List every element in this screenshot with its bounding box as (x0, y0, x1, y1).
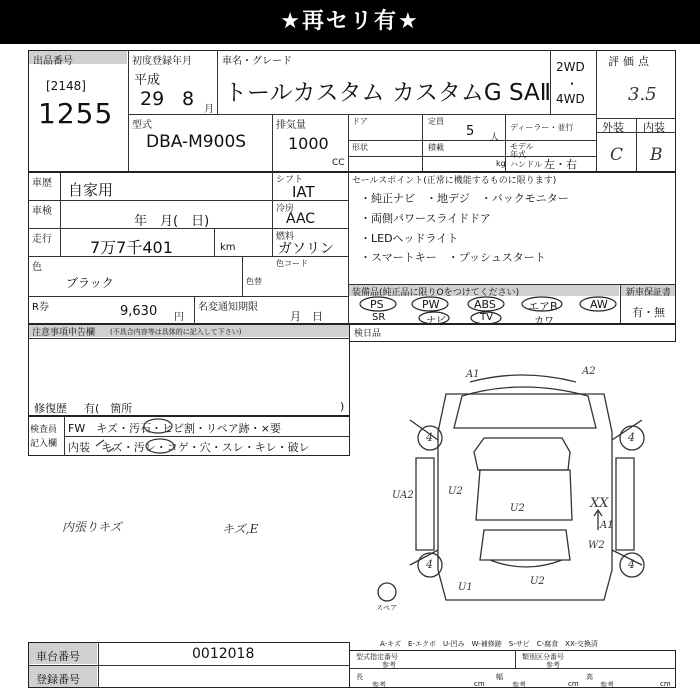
height-cm: cm (660, 680, 671, 688)
ac-value: AAC (286, 211, 316, 227)
r-ticket-unit: 円 (174, 312, 184, 323)
drive-dot: ・ (566, 77, 579, 91)
model-type-ref: 参考 (382, 661, 396, 669)
vehicle-damage-diagram (350, 360, 676, 610)
lot-number: 1255 (38, 97, 114, 130)
sales-label: セールスポイント(正常に機能するものに限ります) (352, 176, 557, 186)
shape-label: 形状 (352, 143, 368, 152)
length-ref: 参考 (372, 681, 386, 689)
shift-label: シフト (276, 175, 304, 185)
recycle-value: 月 日 (290, 310, 323, 323)
color-change-label: 色替 (246, 277, 262, 286)
class-label: 類別区分番号 (522, 653, 564, 661)
mark-a2-top: A2 (582, 366, 596, 377)
mark-tire-rl: 4 (426, 558, 433, 571)
kg-unit: kg (496, 159, 506, 168)
equip-navi: ナビ (426, 316, 446, 327)
inspector-marks (64, 416, 350, 456)
mark-tire-fr: 4 (628, 431, 635, 444)
r-ticket-value: 9,630 (120, 304, 158, 319)
history-label: 車歴 (32, 178, 52, 189)
sales-point-2: ・両側パワースライドドア (360, 212, 491, 225)
capacity-value: 5 (466, 124, 475, 139)
equip-pw: PW (422, 298, 440, 311)
grade-score: 3.5 (628, 84, 657, 105)
model-label: 車名・グレード (222, 56, 292, 67)
mark-u2-left: U2 (448, 486, 463, 497)
drive-4wd: 4WD (556, 92, 585, 106)
mileage-value: 7万7千401 (90, 238, 173, 257)
exterior-label: 外装 (602, 121, 624, 134)
equipment-circles (348, 284, 620, 324)
color-code-label: 色コード (276, 259, 308, 268)
mark-xx: XX (590, 496, 609, 511)
arrival-label: 検日品 (354, 329, 382, 339)
length-cm: cm (474, 680, 485, 688)
mark-tire-fl: 4 (426, 431, 433, 444)
registration-label: 登録番号 (36, 673, 80, 686)
color-label: 色 (32, 262, 42, 273)
height-label: 高 (586, 673, 593, 681)
interior-grade: B (650, 145, 663, 165)
lot-sub-number: [2148] (46, 79, 86, 93)
mark-a1-top: A1 (466, 369, 480, 380)
model-year-label: モデル年式 (510, 142, 534, 159)
first-reg-era: 平成 (134, 73, 161, 88)
door-label: ドア (352, 117, 368, 126)
width-label: 幅 (496, 673, 503, 681)
handle-value: 左・右 (544, 158, 577, 171)
equip-abs: ABS (474, 298, 496, 311)
equip-tv: TV (480, 312, 493, 323)
length-label: 長 (356, 673, 363, 681)
sales-point-4: ・スマートキー ・プッシュスタート (360, 251, 546, 264)
repair-close: ) (340, 400, 345, 413)
sales-point-1: ・純正ナビ ・地デジ ・バックモニター (360, 192, 569, 205)
equip-airbag: エアB (528, 300, 558, 313)
model-type-label: 型式指定番号 (356, 653, 398, 661)
sales-point-3: ・LEDヘッドライト (360, 232, 459, 245)
history-value: 自家用 (68, 181, 114, 199)
mark-a1-right: A1 (600, 520, 614, 531)
equipment-label: 装備品(純正品に限りOをつけてください) (352, 288, 520, 298)
equip-sr: SR (372, 312, 386, 323)
equip-leather: カワ (534, 316, 554, 327)
recycle-label: 名変通知期限 (198, 302, 258, 313)
inspector-interior-items: 内装 キズ・汚レ・コゲ・穴・スレ・キレ・破レ (68, 441, 310, 454)
r-ticket-label: R券 (32, 302, 49, 313)
fuel-label: 燃料 (276, 232, 295, 242)
chassis-value: 0012018 (192, 646, 255, 662)
first-reg-label: 初度登録年月 (132, 56, 192, 67)
class-ref: 参考 (546, 661, 560, 669)
displacement-label: 排気量 (276, 120, 306, 131)
dealer-label: ディーラー・並行 (510, 123, 574, 132)
ac-label: 冷房 (276, 204, 295, 214)
first-reg-month: 8 (182, 88, 195, 110)
displacement-value: 1000 (288, 134, 329, 153)
handwritten-note-2: キズ,E (222, 522, 259, 536)
capacity-unit: 人 (490, 133, 500, 143)
capacity-label: 定員 (428, 117, 444, 126)
width-ref: 参考 (512, 681, 526, 689)
warranty-label: 新車保証書 (626, 288, 672, 298)
km-unit: km (220, 242, 236, 253)
drive-2wd: 2WD (556, 60, 585, 74)
inspector-label-2: 記入欄 (30, 439, 58, 449)
first-reg-month-unit: 月 (204, 104, 214, 115)
mark-u2-rear: U2 (530, 576, 545, 587)
exterior-grade: C (610, 145, 624, 165)
color-value: ブラック (66, 276, 114, 290)
width-cm: cm (568, 680, 579, 688)
damage-legend: A-キズ E-エクボ U-凹み W-補修跡 S-サビ C-腐食 XX-交換済 (380, 640, 598, 648)
height-ref: 参考 (600, 681, 614, 689)
spare-label: スペア (376, 604, 397, 612)
mark-ua2-left: UA2 (392, 490, 414, 501)
fuel-value: ガソリン (278, 241, 334, 257)
first-reg-year: 29 (140, 88, 165, 110)
mark-w2: W2 (588, 540, 605, 551)
inspection-value: 年 月( 日) (134, 214, 210, 229)
load-label: 積載 (428, 143, 444, 152)
repair-value: 有( 箇所 (84, 402, 133, 415)
repair-label: 修復歴 (34, 402, 67, 415)
type-label: 型式 (132, 120, 152, 131)
mark-u1-rear: U1 (458, 582, 473, 593)
mark-tire-rr: 4 (628, 558, 635, 571)
equip-ps: PS (370, 298, 384, 311)
warranty-value: 有・無 (632, 306, 665, 319)
equip-aw: AW (590, 298, 608, 311)
lot-label: 出品番号 (33, 56, 73, 67)
handwritten-note-1: 内張りキズ (62, 520, 122, 534)
handle-label: ハンドル (510, 160, 542, 169)
interior-label: 内装 (643, 121, 665, 134)
notes-sub: (不具合内容等は具体的に記入して下さい) (110, 328, 242, 336)
mileage-label: 走行 (32, 234, 52, 245)
model-name: トールカスタム カスタムG SAⅡ (224, 80, 552, 106)
inspection-label: 車検 (32, 206, 52, 217)
type-value: DBA-M900S (146, 132, 247, 152)
mark-u2-center: U2 (510, 503, 525, 514)
cc-unit: CC (332, 158, 345, 168)
banner-title: ★再セリ有★ (0, 0, 700, 44)
inspector-label-1: 検査員 (30, 425, 58, 435)
notes-label: 注意事項申告欄 (32, 328, 96, 338)
arrival-block (350, 324, 676, 342)
grade-label: 評価点 (608, 55, 653, 68)
inspector-exterior-items: FW キズ・汚石・ヒビ割・リペア跡・×要 (68, 422, 281, 435)
shift-value: IAT (292, 183, 315, 201)
chassis-label: 車台番号 (36, 650, 80, 663)
